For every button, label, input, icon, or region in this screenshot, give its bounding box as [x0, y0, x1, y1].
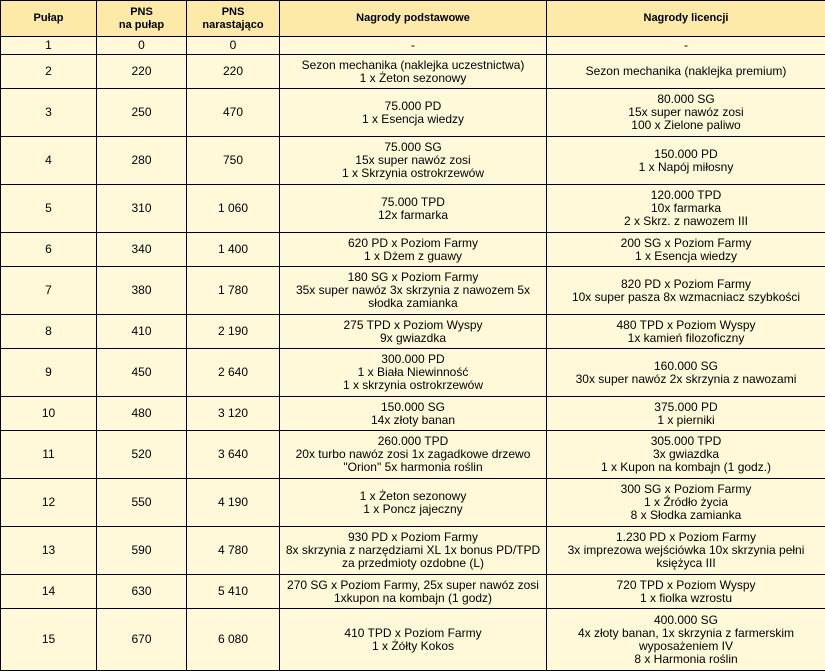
pns-cumulative-cell — [187, 527, 280, 575]
cell-text: "Orion" 5x harmonia roślin — [283, 461, 543, 474]
cell-text: 20x turbo nawóz zosi 1x zagadkowe drzewo — [283, 448, 543, 461]
cell-text: 75.000 TPD — [283, 196, 543, 209]
table-row — [1, 527, 825, 575]
level-cell — [1, 349, 97, 397]
cell-text: 220 — [190, 65, 276, 78]
cell-text: 35x super nawóz 3x skrzynia z nawozem 5x — [283, 284, 543, 297]
cell-text: 3 640 — [190, 448, 276, 461]
cell-text: 15 — [4, 633, 93, 646]
cell-text: słodka zamianka — [283, 297, 543, 310]
cell-text: 200 SG x Poziom Farmy — [550, 237, 822, 250]
cell-text: 400.000 SG — [550, 614, 822, 627]
pns-per-level-cell — [97, 185, 187, 233]
pns-per-level-cell — [97, 479, 187, 527]
cell-text: 1 x Poncz jajeczny — [283, 503, 543, 516]
pns-per-level-cell — [97, 431, 187, 479]
cell-text: - — [550, 39, 822, 52]
header-text: Nagrody licencji — [550, 12, 822, 25]
cell-text: 1x kamień filozoficzny — [550, 332, 822, 345]
cell-text: 150.000 SG — [283, 401, 543, 414]
cell-text: 4 — [4, 154, 93, 167]
pns-cumulative-cell — [187, 267, 280, 315]
cell-text: 820 PD x Poziom Farmy — [550, 278, 822, 291]
pns-cumulative-cell — [187, 89, 280, 137]
pns-per-level-cell — [97, 267, 187, 315]
level-cell — [1, 575, 97, 609]
cell-text: 250 — [100, 106, 183, 119]
cell-text: 8 x Słodka zamianka — [550, 509, 822, 522]
basic-rewards-cell — [280, 233, 547, 267]
cell-text: 0 — [100, 39, 183, 52]
header-basic-rewards — [280, 1, 547, 37]
cell-text: 1 x skrzynia ostrokrzewów — [283, 379, 543, 392]
cell-text: 9x gwiazdka — [283, 332, 543, 345]
basic-rewards-cell — [280, 575, 547, 609]
license-rewards-cell — [547, 37, 825, 55]
cell-text: 1 060 — [190, 202, 276, 215]
pns-cumulative-cell — [187, 233, 280, 267]
cell-text: 15x super nawóz zosi — [550, 106, 822, 119]
basic-rewards-cell — [280, 349, 547, 397]
pns-per-level-cell — [97, 349, 187, 397]
cell-text: 14 — [4, 585, 93, 598]
cell-text: - — [283, 39, 543, 52]
cell-text: 1.230 PD x Poziom Farmy — [550, 531, 822, 544]
header-pns-per-level — [97, 1, 187, 37]
basic-rewards-cell — [280, 185, 547, 233]
level-cell — [1, 527, 97, 575]
cell-text: Sezon mechanika (naklejka premium) — [550, 65, 822, 78]
cell-text: za przedmioty ozdobne (L) — [283, 557, 543, 570]
level-cell — [1, 89, 97, 137]
cell-text: 2 — [4, 65, 93, 78]
pns-cumulative-cell — [187, 397, 280, 431]
license-rewards-cell — [547, 185, 825, 233]
level-cell — [1, 479, 97, 527]
table-row — [1, 89, 825, 137]
table-row — [1, 233, 825, 267]
cell-text: 340 — [100, 243, 183, 256]
cell-text: 6 080 — [190, 633, 276, 646]
cell-text: 1 — [4, 39, 93, 52]
cell-text: 410 — [100, 325, 183, 338]
header-text: PNS — [190, 6, 276, 19]
cell-text: 10 — [4, 407, 93, 420]
cell-text: 13 — [4, 544, 93, 557]
cell-text: 0 — [190, 39, 276, 52]
table-row — [1, 55, 825, 89]
cell-text: 150.000 PD — [550, 148, 822, 161]
level-cell — [1, 267, 97, 315]
cell-text: 3x gwiazdka — [550, 448, 822, 461]
cell-text: 310 — [100, 202, 183, 215]
cell-text: 4 190 — [190, 496, 276, 509]
pns-cumulative-cell — [187, 185, 280, 233]
cell-text: 120.000 TPD — [550, 189, 822, 202]
cell-text: 410 TPD x Poziom Farmy — [283, 627, 543, 640]
cell-text: 470 — [190, 106, 276, 119]
cell-text: 1 x Żeton sezonowy — [283, 72, 543, 85]
pns-per-level-cell — [97, 37, 187, 55]
header-pns-cumulative — [187, 1, 280, 37]
cell-text: 220 — [100, 65, 183, 78]
cell-text: 2 640 — [190, 366, 276, 379]
cell-text: 8 — [4, 325, 93, 338]
cell-text: 520 — [100, 448, 183, 461]
level-cell — [1, 55, 97, 89]
cell-text: 75.000 PD — [283, 100, 543, 113]
license-rewards-cell — [547, 527, 825, 575]
pns-per-level-cell — [97, 397, 187, 431]
cell-text: 180 SG x Poziom Farmy — [283, 271, 543, 284]
cell-text: 75.000 SG — [283, 141, 543, 154]
cell-text: 1 x Kupon na kombajn (1 godz.) — [550, 461, 822, 474]
license-rewards-cell — [547, 397, 825, 431]
basic-rewards-cell — [280, 609, 547, 671]
pns-cumulative-cell — [187, 315, 280, 349]
cell-text: 12x farmarka — [283, 209, 543, 222]
pns-cumulative-cell — [187, 55, 280, 89]
header-text: PNS — [100, 6, 183, 19]
cell-text: 480 — [100, 407, 183, 420]
basic-rewards-cell — [280, 397, 547, 431]
cell-text: 375.000 PD — [550, 401, 822, 414]
cell-text: 1 x Esencja wiedzy — [283, 113, 543, 126]
cell-text: 12 — [4, 496, 93, 509]
cell-text: 160.000 SG — [550, 360, 822, 373]
cell-text: 270 SG x Poziom Farmy, 25x super nawóz zosi — [283, 579, 543, 592]
cell-text: 3 120 — [190, 407, 276, 420]
cell-text: 720 TPD x Poziom Wyspy — [550, 579, 822, 592]
cell-text: 4 780 — [190, 544, 276, 557]
cell-text: 11 — [4, 448, 93, 461]
cell-text: 1 x Dżem z guawy — [283, 250, 543, 263]
license-rewards-cell — [547, 315, 825, 349]
pns-cumulative-cell — [187, 431, 280, 479]
pns-per-level-cell — [97, 137, 187, 185]
cell-text: 1 x Napój miłosny — [550, 161, 822, 174]
license-rewards-cell — [547, 431, 825, 479]
level-cell — [1, 233, 97, 267]
cell-text: 1 780 — [190, 284, 276, 297]
table-row — [1, 315, 825, 349]
cell-text: 1 x Żeton sezonowy — [283, 490, 543, 503]
cell-text: 6 — [4, 243, 93, 256]
cell-text: 380 — [100, 284, 183, 297]
cell-text: 1 x Skrzynia ostrokrzewów — [283, 167, 543, 180]
license-rewards-cell — [547, 55, 825, 89]
basic-rewards-cell — [280, 267, 547, 315]
pns-cumulative-cell — [187, 479, 280, 527]
table-row — [1, 349, 825, 397]
pns-cumulative-cell — [187, 137, 280, 185]
pns-cumulative-cell — [187, 609, 280, 671]
cell-text: 10x super pasza 8x wzmacniacz szybkości — [550, 291, 822, 304]
cell-text: 1xkupon na kombajn (1 godz) — [283, 592, 543, 605]
basic-rewards-cell — [280, 37, 547, 55]
cell-text: 2 190 — [190, 325, 276, 338]
table-row — [1, 37, 825, 55]
cell-text: 9 — [4, 366, 93, 379]
level-cell — [1, 315, 97, 349]
cell-text: wyposażeniem IV — [550, 640, 822, 653]
cell-text: 275 TPD x Poziom Wyspy — [283, 319, 543, 332]
license-rewards-cell — [547, 137, 825, 185]
header-row — [1, 1, 825, 37]
level-cell — [1, 137, 97, 185]
license-rewards-cell — [547, 233, 825, 267]
level-cell — [1, 609, 97, 671]
cell-text: 590 — [100, 544, 183, 557]
basic-rewards-cell — [280, 431, 547, 479]
pns-per-level-cell — [97, 527, 187, 575]
table-row — [1, 137, 825, 185]
pns-per-level-cell — [97, 315, 187, 349]
pns-per-level-cell — [97, 575, 187, 609]
cell-text: 1 x Żółty Kokos — [283, 640, 543, 653]
header-text: Pułap — [4, 12, 93, 25]
cell-text: 15x super nawóz zosi — [283, 154, 543, 167]
license-rewards-cell — [547, 267, 825, 315]
cell-text: 2 x Skrz. z nawozem III — [550, 215, 822, 228]
header-text: Nagrody podstawowe — [283, 12, 543, 25]
pns-per-level-cell — [97, 233, 187, 267]
license-rewards-cell — [547, 479, 825, 527]
cell-text: 80.000 SG — [550, 93, 822, 106]
cell-text: 1 400 — [190, 243, 276, 256]
basic-rewards-cell — [280, 89, 547, 137]
basic-rewards-cell — [280, 527, 547, 575]
table-row — [1, 575, 825, 609]
table-row — [1, 185, 825, 233]
cell-text: 1 x fiolka wzrostu — [550, 592, 822, 605]
cell-text: 1 x Esencja wiedzy — [550, 250, 822, 263]
basic-rewards-cell — [280, 55, 547, 89]
cell-text: 8x skrzynia z narzędziami XL 1x bonus PD/TPD — [283, 544, 543, 557]
cell-text: 3x imprezowa wejściówka 10x skrzynia pełni — [550, 544, 822, 557]
cell-text: 14x złoty banan — [283, 414, 543, 427]
cell-text: 5 — [4, 202, 93, 215]
cell-text: 670 — [100, 633, 183, 646]
cell-text: 1 x Biała Niewinność — [283, 366, 543, 379]
table-row — [1, 431, 825, 479]
pns-cumulative-cell — [187, 37, 280, 55]
pns-cumulative-cell — [187, 575, 280, 609]
cell-text: 7 — [4, 284, 93, 297]
cell-text: 1 x Źródło życia — [550, 496, 822, 509]
level-cell — [1, 37, 97, 55]
table-row — [1, 267, 825, 315]
table-row — [1, 609, 825, 671]
pns-per-level-cell — [97, 55, 187, 89]
pns-cumulative-cell — [187, 349, 280, 397]
cell-text: 280 — [100, 154, 183, 167]
cell-text: 930 PD x Poziom Farmy — [283, 531, 543, 544]
cell-text: 30x super nawóz 2x skrzynia z nawozami — [550, 373, 822, 386]
pns-per-level-cell — [97, 89, 187, 137]
cell-text: 260.000 TPD — [283, 435, 543, 448]
cell-text: 750 — [190, 154, 276, 167]
header-license-rewards — [547, 1, 825, 37]
level-cell — [1, 431, 97, 479]
cell-text: 8 x Harmonia roślin — [550, 653, 822, 666]
pns-per-level-cell — [97, 609, 187, 671]
basic-rewards-cell — [280, 137, 547, 185]
cell-text: księżyca III — [550, 557, 822, 570]
cell-text: Sezon mechanika (naklejka uczestnictwa) — [283, 59, 543, 72]
license-rewards-cell — [547, 575, 825, 609]
license-rewards-cell — [547, 89, 825, 137]
license-rewards-cell — [547, 609, 825, 671]
cell-text: 100 x Zielone paliwo — [550, 119, 822, 132]
cell-text: 620 PD x Poziom Farmy — [283, 237, 543, 250]
license-rewards-cell — [547, 349, 825, 397]
header-text: narastająco — [190, 19, 276, 32]
cell-text: 10x farmarka — [550, 202, 822, 215]
cell-text: 480 TPD x Poziom Wyspy — [550, 319, 822, 332]
table-row — [1, 397, 825, 431]
level-cell — [1, 185, 97, 233]
header-level — [1, 1, 97, 37]
table-row — [1, 479, 825, 527]
basic-rewards-cell — [280, 315, 547, 349]
cell-text: 4x złoty banan, 1x skrzynia z farmerskim — [550, 627, 822, 640]
cell-text: 305.000 TPD — [550, 435, 822, 448]
cell-text: 630 — [100, 585, 183, 598]
basic-rewards-cell — [280, 479, 547, 527]
cell-text: 450 — [100, 366, 183, 379]
cell-text: 550 — [100, 496, 183, 509]
cell-text: 3 — [4, 106, 93, 119]
cell-text: 5 410 — [190, 585, 276, 598]
header-text: na pułap — [100, 19, 183, 32]
table-body — [1, 37, 825, 671]
cell-text: 300 SG x Poziom Farmy — [550, 483, 822, 496]
level-cell — [1, 397, 97, 431]
cell-text: 1 x pierniki — [550, 414, 822, 427]
cell-text: 300.000 PD — [283, 353, 543, 366]
